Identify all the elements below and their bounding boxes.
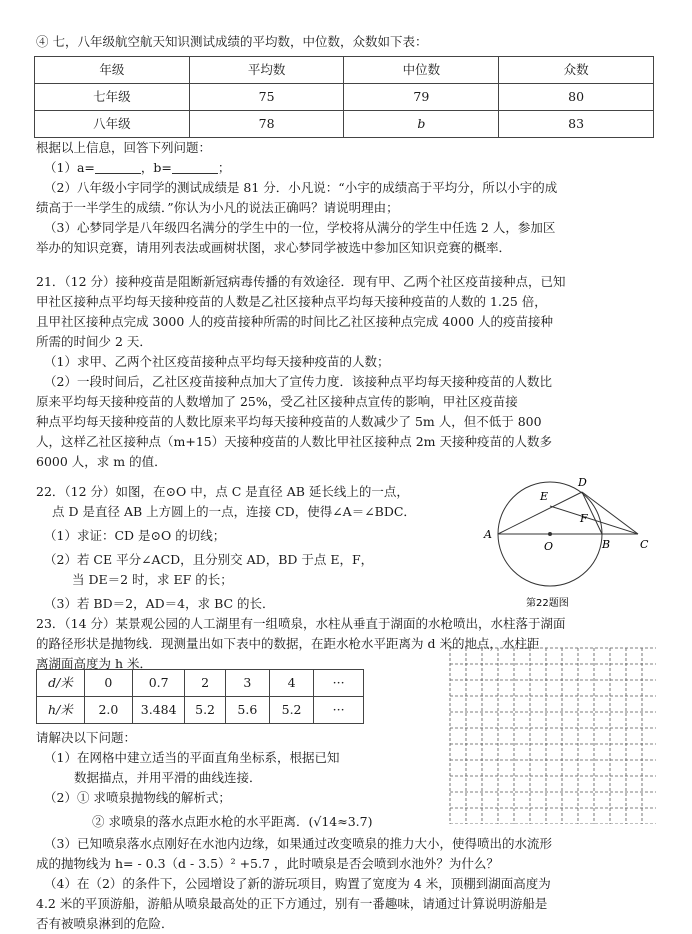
table-cell: b xyxy=(344,111,499,138)
q21-line4: 所需的时间少 2 天． xyxy=(36,334,152,349)
q23-sub3-line1: （3）已知喷泉落水点刚好在水池内边缘，如果通过改变喷泉的推力大小，使得喷出的水流形 xyxy=(44,836,552,851)
q22-line2: 点 D 是直径 AB 上方圆上的一点，连接 CD，使得∠A＝∠BDC． xyxy=(52,504,416,519)
q23-sub3-line2: 成的抛物线为 h= - 0.3（d - 3.5）² +5.7 ，此时喷泉是否会喷到水池外？为什么？ xyxy=(36,856,499,871)
q21-line1: 21．（12 分）接种疫苗是阻断新冠病毒传播的有效途径．现有甲、乙两个社区疫苗接种点，已知 xyxy=(36,274,566,289)
q20-sub2-line1: （2）八年级小宇同学的测试成绩是 81 分．小凡说：“小宇的成绩高于平均分，所以小宇的成 xyxy=(44,180,558,195)
q22-sub3: （3）若 BD＝2，AD＝4，求 BC 的长． xyxy=(44,596,275,611)
q23-sub4-line3: 否有被喷泉淋到的危险． xyxy=(36,916,174,931)
table-cell: 5.2 xyxy=(185,697,225,724)
table-header-cell: 众数 xyxy=(499,57,654,84)
table-cell: 3 xyxy=(225,670,269,697)
table-row-d xyxy=(37,670,364,697)
q23-sub1-line1: （1）在网格中建立适当的平面直角坐标系，根据已知 xyxy=(44,750,340,765)
q20-sub1-end: ； xyxy=(217,160,231,175)
answer-blank xyxy=(95,159,141,174)
q23-sub1-line2: 数据描点，并用平滑的曲线连接． xyxy=(74,770,262,785)
q20-sub1-b: ，b= xyxy=(140,160,172,175)
q23-sub2-line2: ② 求喷泉的落水点距水枪的水平距离．(√14≈3.7) xyxy=(92,814,373,829)
table-cell: 4 xyxy=(269,670,313,697)
q21-sub2-line5: 6000 人，求 m 的值． xyxy=(36,454,167,469)
q20-sub3-line2: 举办的知识竞赛，请用列表法或画树状图，求心梦同学被选中参加区知识竞赛的概率． xyxy=(36,240,512,255)
q23-sub2-line1: （2）① 求喷泉抛物线的解析式； xyxy=(44,790,231,805)
table-cell: ··· xyxy=(314,670,364,697)
table-row xyxy=(35,84,654,111)
table-header-cell: d/米 xyxy=(37,670,85,697)
label-d: D xyxy=(578,476,587,489)
q20-sub2-line2: 绩高于一半学生的成绩．”你认为小凡的说法正确吗？请说明理由； xyxy=(36,200,399,215)
table-cell: 2.0 xyxy=(84,697,132,724)
q23-sub4-line1: （4）在（2）的条件下，公园增设了新的游玩项目，购置了宽度为 4 米，顶棚到湖面高度为 xyxy=(44,876,551,891)
table-row xyxy=(35,111,654,138)
table-cell: 0.7 xyxy=(132,670,184,697)
table-cell: 八年级 xyxy=(35,111,190,138)
q21-sub2-line1: （2）一段时间后，乙社区疫苗接种点加大了宣传力度．该接种点平均每天接种疫苗的人数比 xyxy=(44,374,552,389)
q22-sub1: （1）求证：CD 是⊙O 的切线； xyxy=(44,528,226,543)
table-cell: ··· xyxy=(314,697,364,724)
table-cell: 七年级 xyxy=(35,84,190,111)
table-header-cell: 平均数 xyxy=(189,57,344,84)
coordinate-grid xyxy=(448,646,656,824)
line-dc xyxy=(582,492,638,534)
fountain-data-table xyxy=(36,669,364,724)
table-header-cell: h/米 xyxy=(37,697,85,724)
q21-sub1: （1）求甲、乙两个社区疫苗接种点平均每天接种疫苗的人数； xyxy=(44,354,390,369)
q20-sub1-a: （1）a= xyxy=(44,160,95,175)
table-header-cell: 中位数 xyxy=(344,57,499,84)
q23-line3: 离湖面高度为 h 米． xyxy=(36,656,152,671)
q23-line1: 23．（14 分）某景观公园的人工湖里有一组喷泉，水柱从垂直于湖面的水枪喷出，水柱落于湖面 xyxy=(36,616,566,631)
label-a: A xyxy=(484,528,492,541)
table-header-row xyxy=(35,57,654,84)
q22-sub2-line2: 当 DE＝2 时，求 EF 的长； xyxy=(72,572,233,587)
q23-sub4-line2: 4.2 米的平顶游船，游船从喷泉最高处的正下方通过，别有一番趣味，请通过计算说明游船是 xyxy=(36,896,548,911)
table-row-h xyxy=(37,697,364,724)
table-cell: 0 xyxy=(84,670,132,697)
label-b: B xyxy=(602,538,611,551)
q20-lead: 根据以上信息，回答下列问题： xyxy=(36,140,212,155)
label-o: O xyxy=(544,540,554,553)
center-point-o xyxy=(548,532,552,536)
q23-lead: 请解决以下问题： xyxy=(36,730,137,745)
label-e: E xyxy=(540,490,549,503)
q21-sub2-line3: 种点平均每天接种疫苗的人数比原来平均每天接种疫苗的人数减少了 5m 人，但不低于 800 xyxy=(36,414,542,429)
table-cell: 80 xyxy=(499,84,654,111)
q21-sub2-line4: 人，这样乙社区接种点（m+15）天接种疫苗的人数比甲社区接种点 2m 天接种疫苗的人数多 xyxy=(36,434,552,449)
line-ce xyxy=(550,506,638,534)
q21-line2: 甲社区接种点平均每天接种疫苗的人数是乙社区接种点平均每天接种疫苗的人数的 1.25 倍， xyxy=(36,294,547,309)
q22-sub2-line1: （2）若 CE 平分∠ACD，且分别交 AD，BD 于点 E，F， xyxy=(44,552,374,567)
table-header-cell: 年级 xyxy=(35,57,190,84)
q22-line1: 22．（12 分）如图，在⊙O 中，点 C 是直径 AB 延长线上的一点， xyxy=(36,484,409,499)
label-c: C xyxy=(640,538,649,551)
table-cell: 83 xyxy=(499,111,654,138)
table-cell: 2 xyxy=(185,670,225,697)
answer-blank xyxy=(172,159,218,174)
circle-geometry-figure xyxy=(478,470,684,612)
part4-intro: ④ 七，八年级航空航天知识测试成绩的平均数，中位数，众数如下表： xyxy=(36,34,428,49)
table-cell: 3.484 xyxy=(132,697,184,724)
table-cell: 75 xyxy=(189,84,344,111)
q20-sub1 xyxy=(44,158,230,178)
table-cell: 5.6 xyxy=(225,697,269,724)
table-cell: 79 xyxy=(344,84,499,111)
table-cell: 5.2 xyxy=(269,697,313,724)
q20-sub3-line1: （3）心梦同学是八年级四名满分的学生中的一位，学校将从满分的学生中任选 2 人，参加区 xyxy=(44,220,556,235)
q23-line2: 的路径形状是抛物线．现测量出如下表中的数据，在距水枪水平距离为 d 米的地点，水柱距 xyxy=(36,636,540,651)
label-f: F xyxy=(580,512,588,525)
stats-table xyxy=(34,56,654,138)
q21-line3: 且甲社区接种点完成 3000 人的疫苗接种所需的时间比乙社区接种点完成 4000 人的疫苗接种 xyxy=(36,314,554,329)
table-cell: 78 xyxy=(189,111,344,138)
figure-caption: 第22题图 xyxy=(526,598,569,609)
q21-sub2-line2: 原来平均每天接种疫苗的人数增加了 25%，受乙社区接种点宣传的影响，甲社区疫苗接 xyxy=(36,394,518,409)
